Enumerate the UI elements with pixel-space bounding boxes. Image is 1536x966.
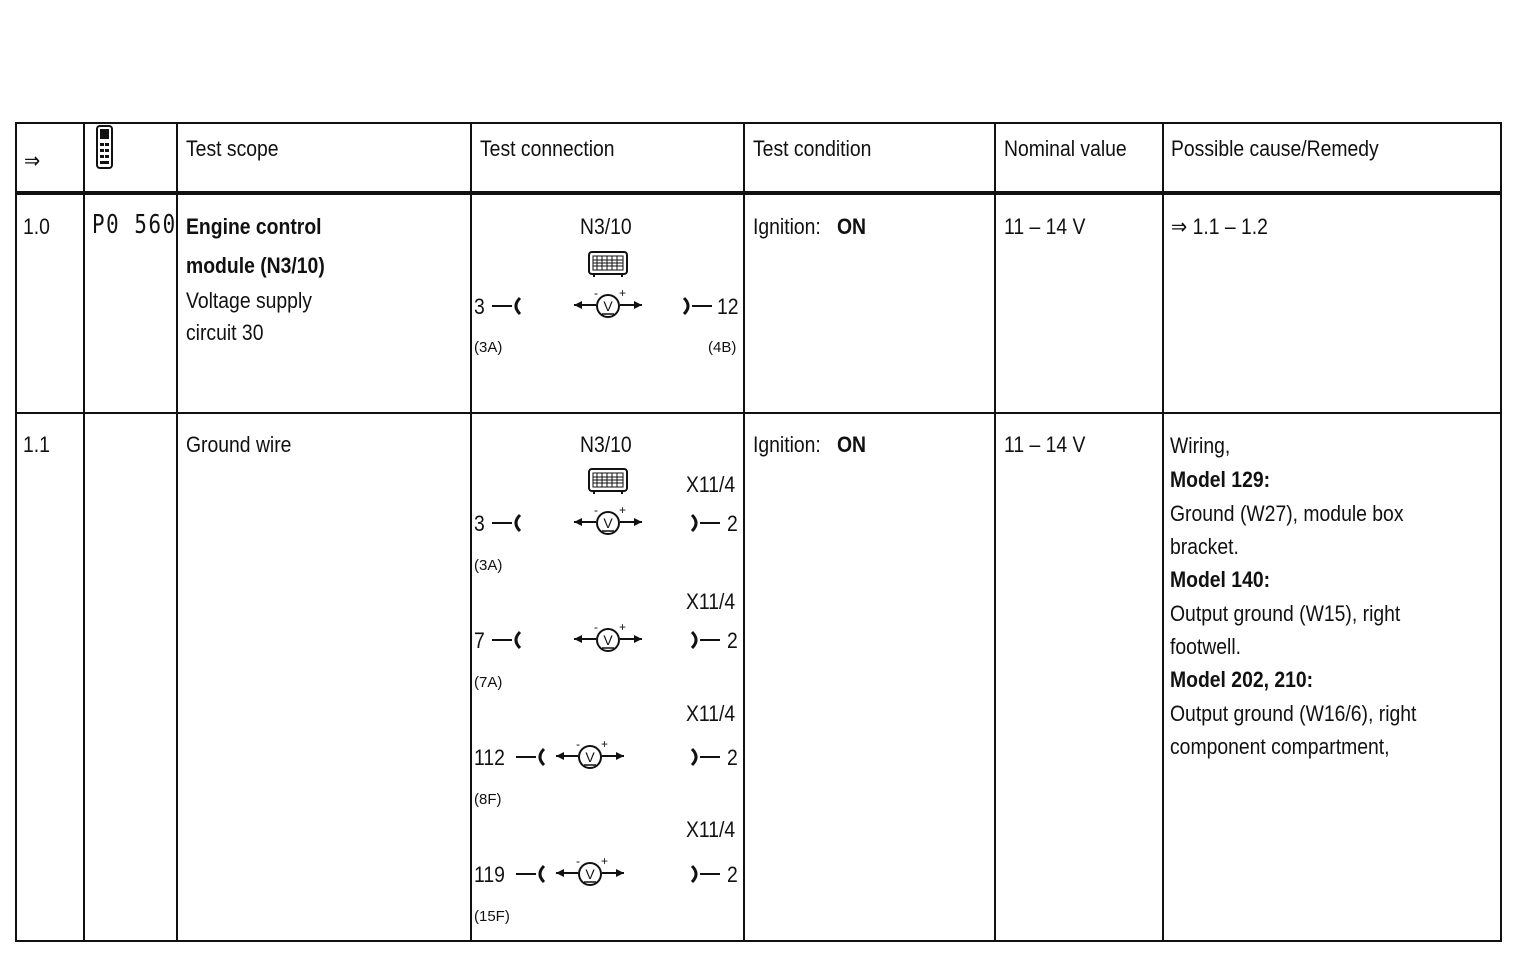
socket-left-icon: [490, 295, 524, 317]
col-divider: [994, 124, 996, 940]
header-test-connection: Test connection: [480, 136, 615, 161]
left-pin-sub: (8F): [474, 791, 502, 808]
socket-left-icon: [514, 863, 548, 885]
remedy-model: Model 129:: [1170, 467, 1271, 492]
svg-text:V: V: [603, 632, 613, 648]
svg-text:V: V: [603, 515, 613, 531]
right-pin: 2: [727, 862, 738, 887]
socket-right-icon: [680, 295, 714, 317]
right-pin: 2: [727, 745, 738, 770]
scope-title: module (N3/10): [186, 253, 325, 278]
ground-point-label: X11/4: [686, 701, 736, 726]
ground-point-label: X11/4: [686, 817, 736, 842]
voltmeter-icon: [554, 856, 626, 890]
right-pin: 12: [717, 294, 739, 319]
left-pin: 119: [474, 862, 505, 887]
socket-left-icon: [490, 512, 524, 534]
condition-value: ON: [837, 214, 867, 239]
col-divider: [83, 124, 85, 940]
svg-text:-: -: [576, 854, 580, 868]
remedy-text: Output ground (W16/6), right: [1170, 701, 1417, 726]
fault-code: P0 560: [92, 210, 177, 240]
test-table: [15, 122, 1502, 942]
right-pin: 2: [727, 628, 738, 653]
diagnostic-tester-icon: [94, 125, 116, 169]
component-label: N3/10: [580, 214, 632, 239]
row-divider: [17, 412, 1500, 414]
svg-text:-: -: [576, 737, 580, 751]
svg-text:+: +: [601, 854, 609, 868]
socket-right-icon: [688, 863, 722, 885]
voltmeter-icon: [572, 288, 644, 322]
ground-point-label: X11/4: [686, 472, 736, 497]
socket-right-icon: [688, 746, 722, 768]
remedy-model: Model 140:: [1170, 567, 1271, 592]
voltmeter-icon: [572, 622, 644, 656]
col-divider: [470, 124, 472, 940]
right-pin: 2: [727, 511, 738, 536]
remedy-text: Output ground (W15), right: [1170, 601, 1401, 626]
svg-text:+: +: [619, 286, 627, 300]
col-divider: [743, 124, 745, 940]
socket-right-icon: [688, 512, 722, 534]
svg-text:+: +: [619, 503, 627, 517]
remedy-text: footwell.: [1170, 634, 1242, 659]
scope-text: Ground wire: [186, 432, 292, 457]
step-number: 1.0: [23, 214, 50, 239]
left-pin: 7: [474, 628, 485, 653]
scope-title: Engine control: [186, 214, 322, 239]
svg-text:+: +: [601, 737, 609, 751]
socket-left-icon: [514, 746, 548, 768]
left-pin: 3: [474, 511, 485, 536]
voltmeter-icon: [554, 739, 626, 773]
svg-text:V: V: [585, 749, 595, 765]
svg-text:V: V: [585, 866, 595, 882]
nominal-value: 11 – 14 V: [1004, 432, 1086, 457]
scope-text: Voltage supply: [186, 288, 312, 313]
header-test-scope: Test scope: [186, 136, 279, 161]
header-divider: [17, 191, 1500, 195]
condition-value: ON: [837, 432, 867, 457]
condition-label: Ignition:: [753, 432, 821, 457]
remedy-model: Model 202, 210:: [1170, 667, 1314, 692]
step-number: 1.1: [23, 432, 50, 457]
scope-text: circuit 30: [186, 320, 264, 345]
remedy-text: Ground (W27), module box: [1170, 501, 1404, 526]
left-pin: 112: [474, 745, 505, 770]
nominal-value: 11 – 14 V: [1004, 214, 1086, 239]
svg-text:-: -: [594, 286, 598, 300]
socket-right-icon: [688, 629, 722, 651]
remedy-text: component compartment,: [1170, 734, 1390, 759]
left-pin-sub: (15F): [474, 908, 510, 925]
svg-text:+: +: [619, 620, 627, 634]
remedy-text: Wiring,: [1170, 433, 1231, 458]
col-divider: [1162, 124, 1164, 940]
ecu-connector-icon: [588, 250, 628, 278]
ground-point-label: X11/4: [686, 589, 736, 614]
header-arrow: ⇒: [24, 148, 41, 173]
socket-left-icon: [490, 629, 524, 651]
left-pin-sub: (7A): [474, 674, 503, 691]
left-pin: 3: [474, 294, 485, 319]
header-possible-cause: Possible cause/Remedy: [1171, 136, 1379, 161]
remedy-text: bracket.: [1170, 534, 1239, 559]
svg-text:-: -: [594, 620, 598, 634]
voltmeter-icon: [572, 505, 644, 539]
component-label: N3/10: [580, 432, 632, 457]
header-nominal-value: Nominal value: [1004, 136, 1127, 161]
right-pin-sub: (4B): [708, 339, 737, 356]
header-test-condition: Test condition: [753, 136, 872, 161]
ecu-connector-icon: [588, 467, 628, 495]
remedy-link: ⇒ 1.1 – 1.2: [1171, 214, 1268, 239]
left-pin-sub: (3A): [474, 339, 503, 356]
svg-text:-: -: [594, 503, 598, 517]
condition-label: Ignition:: [753, 214, 821, 239]
col-divider: [176, 124, 178, 940]
svg-text:V: V: [603, 298, 613, 314]
left-pin-sub: (3A): [474, 557, 503, 574]
